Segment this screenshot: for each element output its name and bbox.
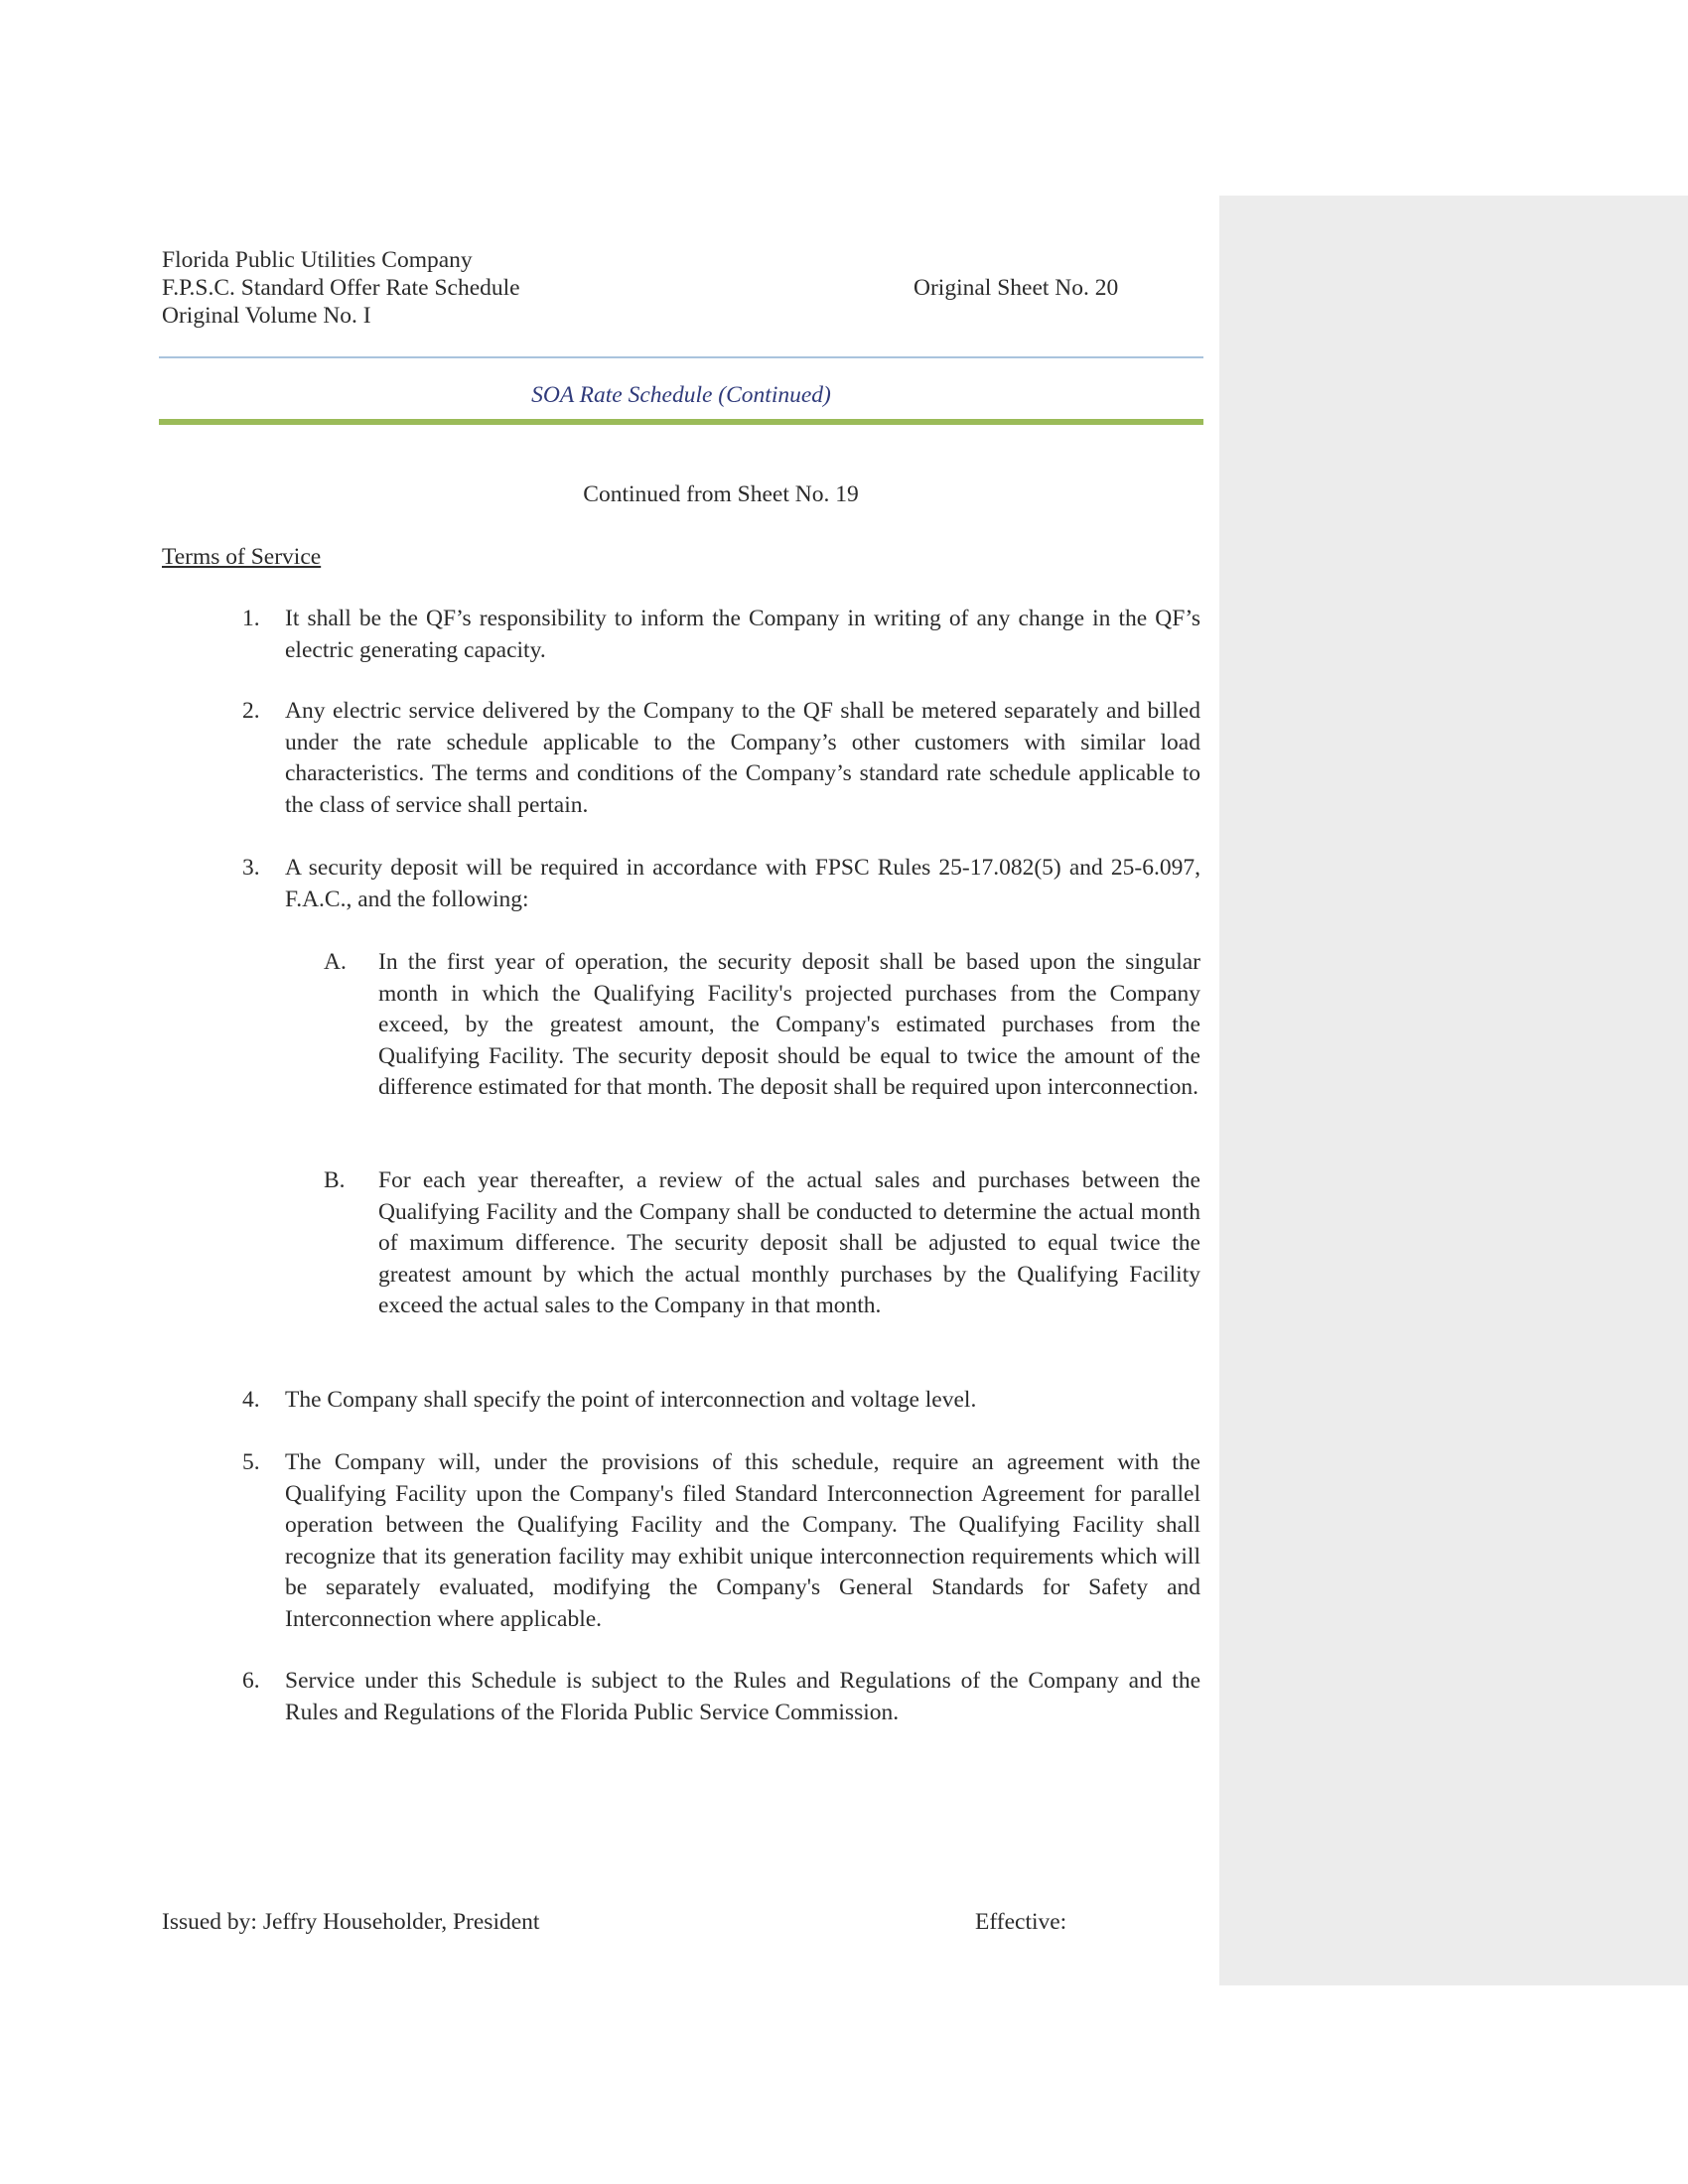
- sub-list-item-letter: A.: [324, 949, 347, 975]
- list-item: [242, 1666, 1200, 1728]
- rate-schedule-name: F.P.S.C. Standard Offer Rate Schedule: [162, 275, 520, 301]
- terms-of-service-heading: Terms of Service: [162, 544, 322, 570]
- list-item-text: It shall be the QF’s responsibility to inform the Company in writing of any change in the QF’s electric generating capacity.: [285, 606, 1200, 663]
- comment-margin-pane: [1219, 196, 1688, 1985]
- list-item: [242, 1447, 1200, 1635]
- sub-list-item-text: For each year thereafter, a review of the actual sales and purchases between the Qualifying Facility and the Company shall be conducted to determine the actual month of maximum difference. The security deposit shall be adjusted to equal twice the greatest amount by which the actual monthly purchases by the Qualifying Facility exceed the actual sales to the Company in that month.: [378, 1167, 1200, 1318]
- list-item: [242, 853, 1200, 915]
- section-title: SOA Rate Schedule (Continued): [531, 382, 831, 408]
- sub-list-item-text: In the first year of operation, the security deposit shall be based upon the singular month in which the Qualifying Facility's projected purchases from the Company exceed, by the greatest amount, the Company's estimated purchases from the Qualifying Facility. The security deposit should be equal to twice the amount of the difference estimated for that month. The deposit shall be required upon interconnection.: [378, 949, 1200, 1100]
- list-item-number: 4.: [242, 1387, 260, 1413]
- sub-list-item: [324, 947, 1200, 1104]
- header-divider-top: [159, 356, 1203, 358]
- list-item-text: A security deposit will be required in accordance with FPSC Rules 25-17.082(5) and 25-6.097, F.A.C., and the following:: [285, 855, 1200, 912]
- list-item-text: The Company shall specify the point of interconnection and voltage level.: [285, 1387, 977, 1413]
- sub-list-item-letter: B.: [324, 1167, 346, 1193]
- list-item-number: 2.: [242, 698, 260, 724]
- volume-label: Original Volume No. I: [162, 303, 371, 329]
- issued-by: Issued by: Jeffry Householder, President: [162, 1909, 540, 1935]
- header-divider-bottom: [159, 419, 1203, 425]
- list-item-number: 3.: [242, 855, 260, 881]
- company-name: Florida Public Utilities Company: [162, 247, 473, 273]
- list-item: [242, 604, 1200, 666]
- list-item-text: Service under this Schedule is subject to the Rules and Regulations of the Company and the Rules and Regulations of the Florida Public Service Commission.: [285, 1668, 1200, 1725]
- effective-date-label: Effective:: [975, 1909, 1067, 1935]
- sheet-number: Original Sheet No. 20: [914, 275, 1119, 301]
- list-item: [242, 1385, 1200, 1417]
- list-item-number: 5.: [242, 1449, 260, 1475]
- list-item: [242, 696, 1200, 821]
- continued-from-note: Continued from Sheet No. 19: [583, 481, 859, 507]
- list-item-number: 1.: [242, 606, 260, 631]
- sub-list-item: [324, 1165, 1200, 1322]
- list-item-number: 6.: [242, 1668, 260, 1694]
- list-item-text: The Company will, under the provisions of this schedule, require an agreement with the Qualifying Facility upon the Company's filed Standard Interconnection Agreement for parallel operation between the Qualifying Facility and the Company. The Qualifying Facility shall recognize that its generation facility may exhibit unique interconnection requirements which will be separately evaluated, modifying the Company's General Standards for Safety and Interconnection where applicable.: [285, 1449, 1200, 1632]
- list-item-text: Any electric service delivered by the Company to the QF shall be metered separately and billed under the rate schedule applicable to the Company’s other customers with similar load characteristics. The terms and conditions of the Company’s standard rate schedule applicable to the class of service shall pertain.: [285, 698, 1200, 818]
